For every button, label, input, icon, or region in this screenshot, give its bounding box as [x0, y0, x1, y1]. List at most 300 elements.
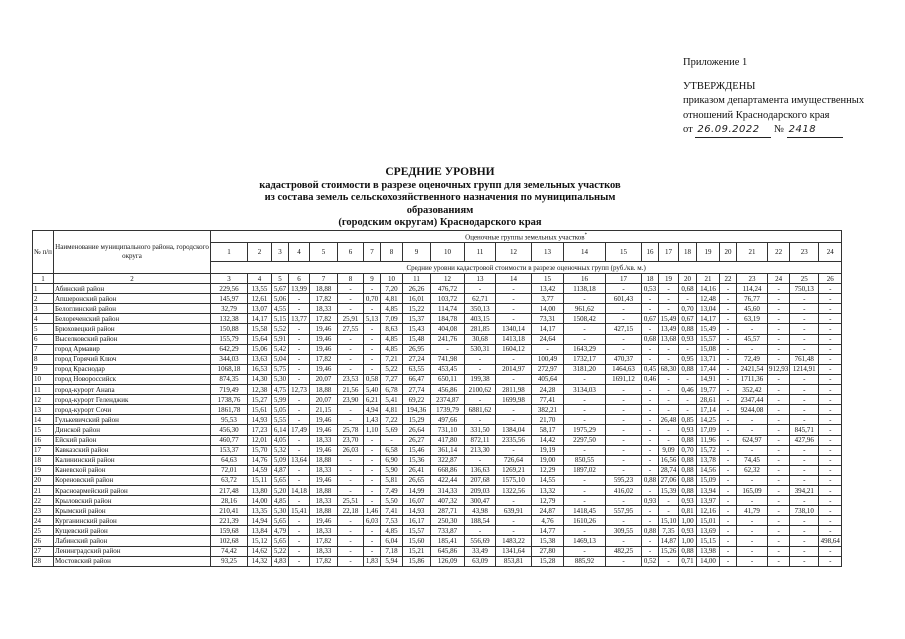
value-cell: - — [338, 485, 364, 495]
value-cell: 4,55 — [272, 304, 289, 314]
value-cell: 1975,29 — [564, 425, 606, 435]
district-name-cell: город-курорт Геленджик — [54, 395, 211, 405]
value-cell: 72,01 — [211, 465, 248, 475]
value-cell: 639,91 — [496, 506, 532, 516]
value-cell: - — [496, 516, 532, 526]
table-row — [33, 425, 842, 435]
group-number-header: 21 — [737, 243, 768, 262]
value-cell: - — [819, 465, 842, 475]
value-cell: 25,51 — [338, 496, 364, 506]
value-cell: 14,16 — [697, 284, 720, 294]
value-cell: 15,61 — [248, 405, 272, 415]
value-cell: - — [606, 314, 642, 324]
value-cell: 4,76 — [532, 516, 564, 526]
value-cell: 14,99 — [403, 485, 431, 495]
value-cell: - — [720, 546, 737, 556]
group-number-header: 3 — [272, 243, 289, 262]
value-cell: - — [642, 354, 659, 364]
value-cell: 14,76 — [248, 455, 272, 465]
value-cell: 18,33 — [310, 304, 338, 314]
value-cell: - — [642, 455, 659, 465]
group-number-header: 15 — [606, 243, 642, 262]
document-title — [230, 166, 650, 230]
row-number-cell: 11 — [33, 385, 54, 395]
value-cell: - — [720, 364, 737, 374]
value-cell: 13,71 — [697, 354, 720, 364]
table-row — [33, 536, 842, 546]
table-row — [33, 294, 842, 304]
district-name-cell: город Горячий Ключ — [54, 354, 211, 364]
value-cell: - — [642, 324, 659, 334]
value-cell: 103,72 — [431, 294, 465, 304]
value-cell: - — [819, 496, 842, 506]
value-cell: 63,19 — [737, 314, 768, 324]
value-cell: 13,42 — [532, 284, 564, 294]
table-row — [33, 485, 842, 495]
value-cell: - — [606, 334, 642, 344]
value-cell: - — [364, 324, 381, 334]
value-cell: - — [642, 536, 659, 546]
value-cell: 15,22 — [403, 304, 431, 314]
row-number-cell: 26 — [33, 536, 54, 546]
value-cell: 24,28 — [532, 385, 564, 395]
table-row — [33, 324, 842, 334]
value-cell: - — [819, 415, 842, 425]
value-cell: - — [679, 374, 697, 384]
value-cell: 0,70 — [679, 304, 697, 314]
value-cell: 0,68 — [642, 334, 659, 344]
value-cell: 726,64 — [496, 455, 532, 465]
value-cell: 16,07 — [403, 496, 431, 506]
value-cell: - — [819, 284, 842, 294]
value-cell: - — [768, 556, 790, 566]
column-index-cell: 19 — [659, 274, 679, 284]
value-cell: 416,02 — [606, 485, 642, 495]
table-row — [33, 334, 842, 344]
value-cell: 300,47 — [465, 496, 496, 506]
groups-header-text: Оценочные группы земельных участков — [465, 233, 585, 242]
value-cell: - — [768, 465, 790, 475]
value-cell: - — [338, 405, 364, 415]
value-cell: 314,33 — [431, 485, 465, 495]
value-cell: - — [768, 526, 790, 536]
value-cell: - — [819, 344, 842, 354]
value-cell: 207,68 — [465, 475, 496, 485]
value-cell: 1322,56 — [496, 485, 532, 495]
value-cell: - — [790, 294, 819, 304]
value-cell: 26,03 — [338, 445, 364, 455]
value-cell: 0,95 — [679, 354, 697, 364]
value-cell: 331,50 — [465, 425, 496, 435]
value-cell: 6881,62 — [465, 405, 496, 415]
value-cell: 18,88 — [310, 284, 338, 294]
district-name-cell: Каневской район — [54, 465, 211, 475]
value-cell: - — [790, 536, 819, 546]
value-cell: - — [642, 385, 659, 395]
value-cell: - — [496, 284, 532, 294]
value-cell: 17,82 — [310, 556, 338, 566]
value-cell: 394,21 — [790, 485, 819, 495]
value-cell: - — [819, 425, 842, 435]
row-number-cell: 22 — [33, 496, 54, 506]
value-cell: 5,81 — [381, 475, 403, 485]
value-cell: 18,33 — [310, 546, 338, 556]
value-cell: - — [768, 395, 790, 405]
row-number-cell: 23 — [33, 506, 54, 516]
value-cell: - — [364, 284, 381, 294]
value-cell: 2347,44 — [737, 395, 768, 405]
value-cell: - — [642, 435, 659, 445]
district-name-cell: Выселковский район — [54, 334, 211, 344]
value-cell: 5,69 — [381, 425, 403, 435]
value-cell: 16,53 — [248, 364, 272, 374]
levels-header: Средние уровни кадастровой стоимости в разрезе оценочных групп (руб./кв. м.) — [211, 262, 842, 274]
group-number-header: 2 — [248, 243, 272, 262]
value-cell: 0,46 — [642, 374, 659, 384]
value-cell: 595,23 — [606, 475, 642, 485]
value-cell: - — [720, 425, 737, 435]
column-index-cell: 20 — [679, 274, 697, 284]
value-cell: - — [364, 546, 381, 556]
value-cell: 17,09 — [697, 425, 720, 435]
value-cell: 1897,02 — [564, 465, 606, 475]
value-cell: 4,85 — [381, 526, 403, 536]
value-cell: 43,98 — [465, 506, 496, 516]
value-cell: 642,29 — [211, 344, 248, 354]
value-cell: - — [364, 485, 381, 495]
value-cell: 19,19 — [532, 445, 564, 455]
value-cell: 19,46 — [310, 475, 338, 485]
value-cell: 1,00 — [679, 536, 697, 546]
value-cell: 1214,91 — [790, 364, 819, 374]
value-cell: 0,93 — [679, 425, 697, 435]
value-cell: - — [496, 405, 532, 415]
value-cell: - — [659, 435, 679, 445]
value-cell: - — [606, 344, 642, 354]
value-cell: - — [381, 435, 403, 445]
value-cell: - — [606, 415, 642, 425]
column-index-row — [33, 274, 842, 284]
value-cell: - — [819, 334, 842, 344]
value-cell: - — [720, 415, 737, 425]
row-number-cell: 21 — [33, 485, 54, 495]
value-cell: - — [790, 415, 819, 425]
number-label: № — [773, 123, 784, 135]
value-cell: 5,91 — [272, 334, 289, 344]
group-number-header: 14 — [564, 243, 606, 262]
value-cell: - — [720, 385, 737, 395]
value-cell: - — [720, 455, 737, 465]
value-cell: 15,72 — [697, 445, 720, 455]
value-cell: 0,93 — [642, 496, 659, 506]
value-cell: - — [606, 496, 642, 506]
value-cell: 14,18 — [289, 485, 310, 495]
value-cell: 11,96 — [697, 435, 720, 445]
value-cell: - — [659, 374, 679, 384]
value-cell: 4,85 — [381, 344, 403, 354]
value-cell: - — [289, 526, 310, 536]
handwritten-number: 2418 — [787, 123, 843, 138]
value-cell: - — [768, 374, 790, 384]
value-cell: 4,83 — [272, 556, 289, 566]
value-cell: 498,64 — [820, 536, 840, 545]
value-cell: - — [496, 314, 532, 324]
value-cell: 0,93 — [679, 334, 697, 344]
value-cell: 15,39 — [659, 485, 679, 495]
district-name-cell: город Краснодар — [54, 364, 211, 374]
value-cell: 287,71 — [431, 506, 465, 516]
value-cell: 25,91 — [338, 314, 364, 324]
value-cell: - — [465, 284, 496, 294]
value-cell: 13,63 — [248, 354, 272, 364]
value-cell: - — [289, 546, 310, 556]
value-cell: - — [338, 364, 364, 374]
value-cell: 2374,87 — [431, 395, 465, 405]
value-cell: 16,56 — [659, 455, 679, 465]
value-cell: - — [289, 324, 310, 334]
value-cell: 72,49 — [737, 354, 768, 364]
value-cell: - — [720, 374, 737, 384]
value-cell: - — [737, 445, 768, 455]
row-number-cell: 24 — [33, 516, 54, 526]
value-cell: - — [338, 536, 364, 546]
value-cell: 153,37 — [211, 445, 248, 455]
value-cell: 14,17 — [248, 314, 272, 324]
value-cell: 17,82 — [310, 536, 338, 546]
value-cell: - — [790, 516, 819, 526]
value-cell: - — [819, 516, 842, 526]
value-cell: 19,00 — [532, 455, 564, 465]
value-cell: 17,82 — [310, 294, 338, 304]
table-row — [33, 415, 842, 425]
value-cell: 19,46 — [310, 425, 338, 435]
value-cell: - — [819, 364, 842, 374]
value-cell: 15,29 — [403, 415, 431, 425]
value-cell: 1643,29 — [564, 344, 606, 354]
value-cell: 1,10 — [364, 425, 381, 435]
value-cell: - — [819, 556, 842, 566]
value-cell: - — [364, 445, 381, 455]
value-cell: 404,08 — [431, 324, 465, 334]
value-cell: - — [720, 536, 737, 546]
district-name-cell: Крымский район — [54, 506, 211, 516]
value-cell: 14,91 — [697, 374, 720, 384]
value-cell: - — [768, 435, 790, 445]
value-cell: - — [819, 435, 842, 445]
value-cell: 15,49 — [697, 324, 720, 334]
title-line-3: из состава земель сельскохозяйственного назначения по муниципальным образованиям — [264, 192, 616, 216]
group-number-header: 17 — [659, 243, 679, 262]
value-cell: 26,64 — [403, 425, 431, 435]
value-cell: 738,10 — [790, 506, 819, 516]
value-cell: 5,20 — [272, 485, 289, 495]
column-index-cell: 2 — [54, 274, 211, 284]
value-cell: - — [720, 465, 737, 475]
group-number-header: 5 — [310, 243, 338, 262]
value-cell: - — [564, 294, 606, 304]
value-cell: 7,22 — [381, 415, 403, 425]
value-cell: 422,44 — [431, 475, 465, 485]
value-cell: 221,39 — [211, 516, 248, 526]
table-row — [33, 475, 842, 485]
value-cell: - — [364, 536, 381, 546]
value-cell: - — [564, 475, 606, 485]
table-row — [33, 405, 842, 415]
value-cell: 14,00 — [248, 496, 272, 506]
value-cell: 15,09 — [697, 475, 720, 485]
value-cell: - — [564, 374, 606, 384]
value-cell: 13,77 — [289, 314, 310, 324]
value-cell: - — [790, 496, 819, 506]
value-cell: 731,10 — [431, 425, 465, 435]
value-cell: 16,01 — [403, 294, 431, 304]
column-index-cell: 16 — [564, 274, 606, 284]
value-cell: - — [564, 324, 606, 334]
value-cell: - — [364, 344, 381, 354]
value-cell: 5,30 — [272, 506, 289, 516]
column-index-cell: 8 — [338, 274, 364, 284]
value-cell: 9244,08 — [737, 405, 768, 415]
value-cell: 63,09 — [465, 556, 496, 566]
value-cell: 13,84 — [248, 526, 272, 536]
value-cell: 12,38 — [248, 385, 272, 395]
value-cell: 3181,20 — [564, 364, 606, 374]
row-number-cell: 5 — [33, 324, 54, 334]
value-cell: - — [338, 475, 364, 485]
value-cell: - — [737, 496, 768, 506]
district-name-cell: Ейский район — [54, 435, 211, 445]
value-cell: - — [606, 435, 642, 445]
value-cell: - — [289, 364, 310, 374]
value-cell: - — [768, 334, 790, 344]
group-number-header: 24 — [819, 243, 842, 262]
value-cell: - — [289, 435, 310, 445]
value-cell: 0,88 — [679, 475, 697, 485]
value-cell: 13,04 — [697, 304, 720, 314]
value-cell: 1341,64 — [496, 546, 532, 556]
value-cell: 8,63 — [381, 324, 403, 334]
value-cell: 1604,12 — [496, 344, 532, 354]
value-cell: 63,55 — [403, 364, 431, 374]
value-cell: - — [790, 475, 819, 485]
value-cell: 4,81 — [381, 405, 403, 415]
value-cell: 427,15 — [606, 324, 642, 334]
value-cell: - — [790, 405, 819, 415]
value-cell: 159,68 — [211, 526, 248, 536]
value-cell: - — [737, 324, 768, 334]
approved-label: УТВЕРЖДЕНЫ — [683, 81, 756, 93]
value-cell: 961,62 — [564, 304, 606, 314]
value-cell: - — [768, 294, 790, 304]
value-cell: 21,56 — [338, 385, 364, 395]
value-cell: 66,47 — [403, 374, 431, 384]
value-cell: 19,46 — [310, 324, 338, 334]
value-cell: 23,53 — [338, 374, 364, 384]
group-number-header: 6 — [338, 243, 364, 262]
value-cell: 0,88 — [679, 364, 697, 374]
value-cell: 12,79 — [532, 496, 564, 506]
value-cell: 15,36 — [403, 455, 431, 465]
value-cell: - — [819, 475, 842, 485]
value-cell: 0,88 — [679, 435, 697, 445]
value-cell: - — [790, 465, 819, 475]
table-row — [33, 465, 842, 475]
value-cell: - — [720, 314, 737, 324]
value-cell: 4,85 — [272, 496, 289, 506]
group-number-header: 23 — [790, 243, 819, 262]
column-index-cell: 23 — [737, 274, 768, 284]
value-cell: - — [659, 284, 679, 294]
table-row — [33, 526, 842, 536]
value-cell: 7,27 — [381, 374, 403, 384]
row-number-cell: 10 — [33, 374, 54, 384]
column-index-cell: 15 — [532, 274, 564, 284]
value-cell: - — [364, 455, 381, 465]
district-name-cell: город-курорт Сочи — [54, 405, 211, 415]
value-cell: 15,28 — [532, 556, 564, 566]
row-number-cell: 14 — [33, 415, 54, 425]
value-cell: - — [790, 526, 819, 536]
row-number-cell: 1 — [33, 284, 54, 294]
district-name-cell: Кущевский район — [54, 526, 211, 536]
table-row — [33, 304, 842, 314]
value-cell: - — [768, 405, 790, 415]
value-cell: 1483,22 — [496, 536, 532, 546]
value-cell: 427,96 — [790, 435, 819, 445]
title-main: СРЕДНИЕ УРОВНИ — [385, 166, 495, 178]
group-number-header: 8 — [381, 243, 403, 262]
value-cell: 18,33 — [310, 526, 338, 536]
value-cell: 185,41 — [431, 536, 465, 546]
value-cell: 23,90 — [338, 395, 364, 405]
value-cell: 4,87 — [272, 465, 289, 475]
value-cell: 15,15 — [697, 536, 720, 546]
value-cell: - — [720, 526, 737, 536]
value-cell: - — [564, 496, 606, 506]
value-cell: 470,37 — [606, 354, 642, 364]
value-cell: 25,78 — [338, 425, 364, 435]
value-cell: 15,57 — [403, 526, 431, 536]
value-cell: - — [642, 344, 659, 354]
value-cell: 18,33 — [310, 496, 338, 506]
value-cell: 21,70 — [532, 415, 564, 425]
value-cell: - — [768, 506, 790, 516]
value-cell: 14,62 — [248, 546, 272, 556]
value-cell: 4,94 — [364, 405, 381, 415]
value-cell: 5,04 — [272, 354, 289, 364]
value-cell: - — [768, 385, 790, 395]
order-line-1: приказом департамента имущественных — [683, 95, 865, 107]
value-cell: 12,16 — [697, 506, 720, 516]
district-name-cell: Ленинградский район — [54, 546, 211, 556]
district-name-cell: Апшеронский район — [54, 294, 211, 304]
district-name-cell: Крыловский район — [54, 496, 211, 506]
value-cell: - — [496, 374, 532, 384]
value-cell: 7,53 — [381, 516, 403, 526]
value-cell: - — [720, 354, 737, 364]
value-cell: 6,90 — [381, 455, 403, 465]
value-cell: 456,30 — [211, 425, 248, 435]
value-cell: - — [338, 304, 364, 314]
value-cell: - — [642, 425, 659, 435]
value-cell: 126,09 — [431, 556, 465, 566]
value-cell: - — [790, 314, 819, 324]
value-cell: 7,20 — [381, 284, 403, 294]
value-cell: 19,46 — [310, 415, 338, 425]
value-cell: - — [720, 445, 737, 455]
value-cell: - — [606, 445, 642, 455]
value-cell: - — [289, 294, 310, 304]
